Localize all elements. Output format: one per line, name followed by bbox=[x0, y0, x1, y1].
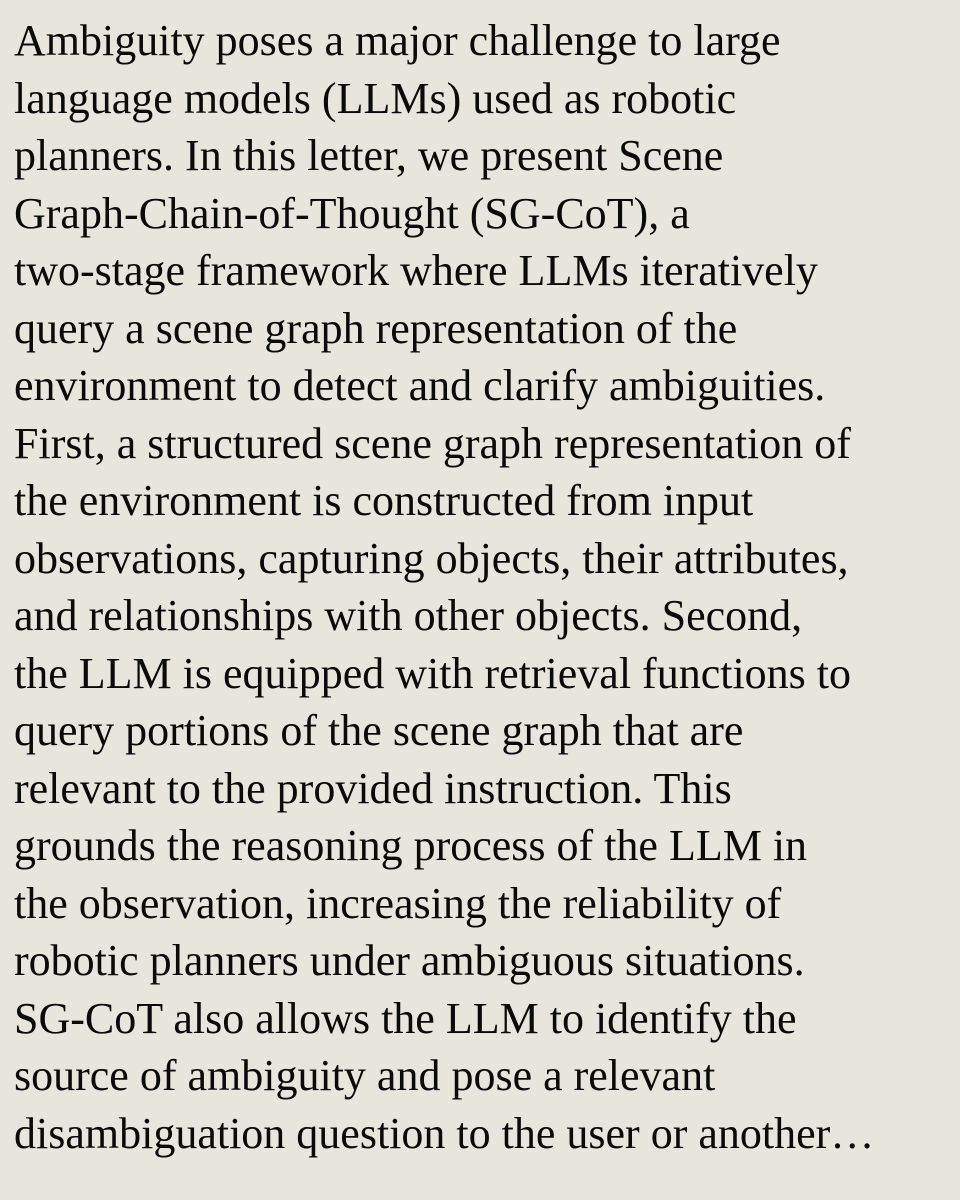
text-line: grounds the reasoning process of the LLM in bbox=[14, 821, 808, 870]
text-line: query a scene graph representation of the bbox=[14, 303, 738, 353]
text-line: environment to detect and clarify ambiguities. bbox=[14, 361, 826, 410]
text-line: query portions of the scene graph that are bbox=[14, 706, 744, 755]
text-line: the environment is constructed from input bbox=[14, 476, 754, 525]
text-line: Ambiguity poses a major challenge to large bbox=[14, 16, 781, 65]
text-line: robotic planners under ambiguous situations. bbox=[14, 936, 805, 985]
text-line-truncated: disambiguation question to the user or another… bbox=[14, 1108, 875, 1158]
text-line: source of ambiguity and pose a relevant bbox=[14, 1051, 716, 1100]
text-line: Graph-Chain-of-Thought (SG-CoT), a bbox=[14, 188, 690, 238]
text-line: observations, capturing objects, their attributes, bbox=[14, 533, 849, 583]
text-line: First, a structured scene graph representation of bbox=[14, 418, 851, 468]
text-line: planners. In this letter, we present Scene bbox=[14, 131, 724, 180]
text-line: the observation, increasing the reliability of bbox=[14, 878, 782, 928]
text-line: and relationships with other objects. Second, bbox=[14, 591, 803, 640]
text-line: relevant to the provided instruction. This bbox=[14, 763, 732, 813]
text-line: two-stage framework where LLMs iteratively bbox=[14, 246, 818, 295]
text-line: the LLM is equipped with retrieval functions to bbox=[14, 648, 852, 698]
text-line: SG-CoT also allows the LLM to identify the bbox=[14, 993, 797, 1043]
text-line: language models (LLMs) used as robotic bbox=[14, 73, 737, 123]
abstract-text bbox=[14, 12, 960, 1162]
